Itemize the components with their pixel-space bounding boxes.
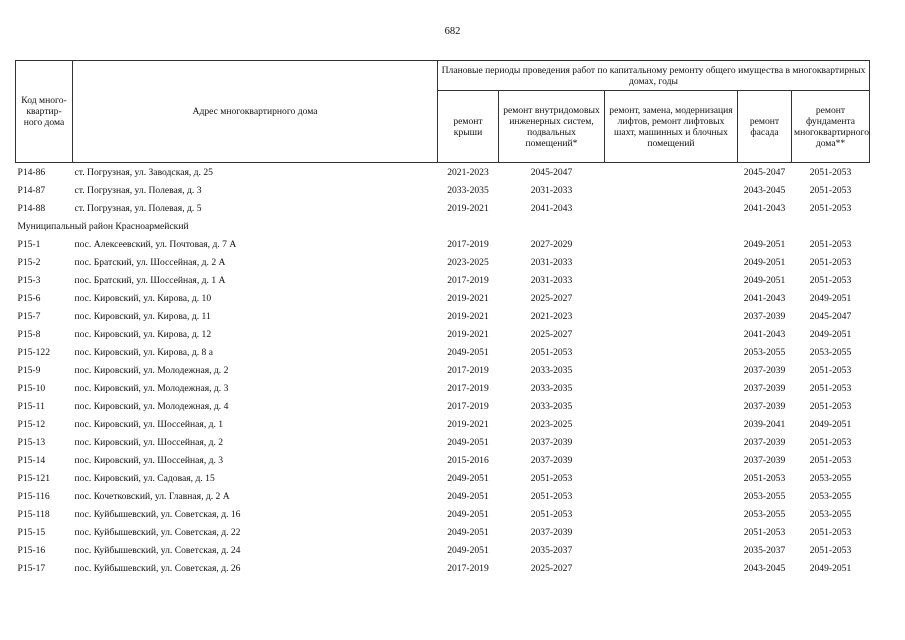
cell-engineering: 2033-2035 bbox=[530, 400, 573, 412]
cell-facade: 2049-2051 bbox=[743, 238, 786, 250]
cell-code: Р14-86 bbox=[16, 163, 73, 182]
table-row bbox=[16, 271, 870, 289]
repair-schedule-table bbox=[15, 60, 870, 577]
cell-facade: 2037-2039 bbox=[743, 454, 786, 466]
cell-code: Р15-15 bbox=[17, 526, 46, 538]
table-row bbox=[16, 199, 870, 217]
cell-elevators bbox=[605, 523, 738, 541]
cell-roof: 2049-2051 bbox=[447, 490, 489, 502]
cell-address: пос. Кочетковский, ул. Главная, д. 2 А bbox=[74, 490, 230, 502]
header-facade: ремонт фасада bbox=[738, 91, 792, 163]
header-code: Код много-квартир-ного дома bbox=[16, 61, 73, 163]
cell-address: пос. Кировский, ул. Кирова, д. 11 bbox=[74, 310, 211, 322]
table-row bbox=[16, 163, 870, 182]
cell-foundation: 2051-2053 bbox=[809, 202, 852, 214]
cell-foundation: 2051-2053 bbox=[809, 400, 852, 412]
cell-foundation: 2051-2053 bbox=[809, 544, 852, 556]
cell-facade: 2053-2055 bbox=[743, 346, 786, 358]
header-address: Адрес многоквартирного дома bbox=[73, 61, 438, 163]
cell-roof: 2017-2019 bbox=[447, 238, 489, 250]
cell-address: пос. Кировский, ул. Молодежная, д. 3 bbox=[74, 382, 229, 394]
cell-address: пос. Кировский, ул. Кирова, д. 10 bbox=[74, 292, 212, 304]
cell-engineering: 2025-2027 bbox=[530, 328, 573, 340]
cell-facade: 2043-2045 bbox=[743, 184, 786, 196]
cell-engineering: 2045-2047 bbox=[499, 163, 605, 182]
cell-code: Р15-13 bbox=[17, 436, 46, 448]
cell-elevators bbox=[605, 235, 738, 253]
cell-elevators bbox=[605, 325, 738, 343]
cell-foundation: 2051-2053 bbox=[809, 256, 852, 268]
cell-address: пос. Кировский, ул. Кирова, д. 8 а bbox=[74, 346, 213, 358]
cell-code: Р15-16 bbox=[17, 544, 46, 556]
cell-engineering: 2033-2035 bbox=[530, 382, 573, 394]
cell-code: Р15-11 bbox=[17, 400, 45, 412]
cell-foundation: 2053-2055 bbox=[809, 472, 852, 484]
cell-facade: 2035-2037 bbox=[743, 544, 786, 556]
table-row bbox=[16, 307, 870, 325]
cell-elevators bbox=[605, 415, 738, 433]
cell-engineering: 2051-2053 bbox=[530, 490, 573, 502]
cell-engineering: 2051-2053 bbox=[530, 472, 573, 484]
cell-engineering: 2037-2039 bbox=[530, 454, 573, 466]
cell-elevators bbox=[605, 289, 738, 307]
cell-foundation: 2053-2055 bbox=[809, 490, 852, 502]
cell-elevators bbox=[605, 487, 738, 505]
cell-facade: 2045-2047 bbox=[738, 163, 792, 182]
cell-engineering: 2037-2039 bbox=[530, 526, 573, 538]
cell-engineering: 2051-2053 bbox=[530, 346, 573, 358]
cell-facade: 2041-2043 bbox=[743, 202, 786, 214]
cell-engineering: 2037-2039 bbox=[530, 436, 573, 448]
cell-facade: 2037-2039 bbox=[743, 364, 786, 376]
cell-roof: 2049-2051 bbox=[447, 436, 489, 448]
table-row bbox=[16, 253, 870, 271]
cell-elevators bbox=[605, 433, 738, 451]
cell-roof: 2049-2051 bbox=[447, 346, 489, 358]
cell-code: Р15-2 bbox=[17, 256, 41, 268]
cell-facade: 2053-2055 bbox=[743, 508, 786, 520]
cell-elevators bbox=[605, 307, 738, 325]
cell-address: пос. Алексеевский, ул. Почтовая, д. 7 А bbox=[74, 238, 237, 250]
table-row bbox=[16, 361, 870, 379]
cell-address: пос. Кировский, ул. Молодежная, д. 4 bbox=[74, 400, 229, 412]
cell-engineering: 2041-2043 bbox=[530, 202, 573, 214]
cell-foundation: 2051-2053 bbox=[809, 274, 852, 286]
cell-code: Р14-88 bbox=[17, 202, 46, 214]
section-row bbox=[16, 217, 870, 235]
cell-address: пос. Куйбышевский, ул. Советская, д. 26 bbox=[74, 562, 241, 574]
table-row bbox=[16, 289, 870, 307]
cell-roof: 2019-2021 bbox=[447, 292, 489, 304]
cell-address: пос. Кировский, ул. Шоссейная, д. 1 bbox=[74, 418, 224, 430]
cell-address: пос. Кировский, ул. Кирова, д. 12 bbox=[74, 328, 212, 340]
cell-roof: 2049-2051 bbox=[447, 544, 489, 556]
cell-address: пос. Кировский, ул. Шоссейная, д. 2 bbox=[74, 436, 224, 448]
cell-elevators bbox=[605, 541, 738, 559]
cell-roof: 2019-2021 bbox=[447, 310, 489, 322]
cell-elevators bbox=[605, 343, 738, 361]
table-row bbox=[16, 415, 870, 433]
cell-elevators bbox=[605, 505, 738, 523]
section-title: Муниципальный район Красноармейский bbox=[17, 220, 189, 232]
cell-foundation: 2049-2051 bbox=[809, 562, 852, 574]
cell-code: Р15-10 bbox=[17, 382, 46, 394]
cell-foundation: 2053-2055 bbox=[809, 508, 852, 520]
cell-code: Р15-17 bbox=[17, 562, 46, 574]
table-row bbox=[16, 451, 870, 469]
cell-code: Р15-118 bbox=[17, 508, 50, 520]
cell-roof: 2017-2019 bbox=[447, 382, 489, 394]
cell-code: Р15-121 bbox=[17, 472, 51, 484]
cell-elevators bbox=[605, 361, 738, 379]
cell-address: пос. Кировский, ул. Садовая, д. 15 bbox=[74, 472, 215, 484]
header-engineering: ремонт внутридомовых инженерных систем, подвальных помещений* bbox=[499, 91, 605, 163]
cell-foundation: 2051-2053 bbox=[809, 436, 852, 448]
table-header bbox=[16, 61, 870, 163]
cell-foundation: 2051-2053 bbox=[809, 238, 852, 250]
header-elevators: ремонт, замена, модернизация лифтов, ремонт лифтовых шахт, машинных и блочных помещений bbox=[605, 91, 738, 163]
cell-elevators bbox=[605, 559, 738, 577]
cell-code: Р15-14 bbox=[17, 454, 46, 466]
cell-elevators bbox=[605, 163, 738, 182]
cell-address: пос. Куйбышевский, ул. Советская, д. 16 bbox=[74, 508, 241, 520]
table-row bbox=[16, 505, 870, 523]
cell-engineering: 2025-2027 bbox=[530, 292, 573, 304]
cell-elevators bbox=[605, 469, 738, 487]
table-row bbox=[16, 469, 870, 487]
cell-roof: 2015-2016 bbox=[447, 454, 489, 466]
cell-foundation: 2051-2053 bbox=[809, 184, 852, 196]
cell-roof: 2049-2051 bbox=[447, 472, 489, 484]
cell-address: ст. Погрузная, ул. Полевая, д. 5 bbox=[74, 202, 202, 214]
cell-engineering: 2031-2033 bbox=[530, 256, 573, 268]
cell-roof: 2021-2023 bbox=[438, 163, 499, 182]
cell-engineering: 2025-2027 bbox=[530, 562, 573, 574]
cell-foundation: 2053-2055 bbox=[809, 346, 852, 358]
table-row bbox=[16, 181, 870, 199]
cell-roof: 2019-2021 bbox=[447, 202, 489, 214]
table-row bbox=[16, 325, 870, 343]
cell-facade: 2051-2053 bbox=[743, 472, 786, 484]
table-row bbox=[16, 541, 870, 559]
cell-foundation: 2049-2051 bbox=[809, 292, 852, 304]
cell-engineering: 2021-2023 bbox=[530, 310, 573, 322]
cell-roof: 2017-2019 bbox=[447, 562, 489, 574]
cell-elevators bbox=[605, 397, 738, 415]
table-row bbox=[16, 379, 870, 397]
cell-facade: 2053-2055 bbox=[743, 490, 786, 502]
cell-code: Р15-6 bbox=[17, 292, 41, 304]
cell-engineering: 2031-2033 bbox=[530, 184, 573, 196]
cell-elevators bbox=[605, 271, 738, 289]
cell-elevators bbox=[605, 181, 738, 199]
cell-facade: 2037-2039 bbox=[743, 400, 786, 412]
cell-engineering: 2035-2037 bbox=[530, 544, 573, 556]
cell-engineering: 2027-2029 bbox=[530, 238, 573, 250]
cell-roof: 2019-2021 bbox=[447, 418, 489, 430]
cell-roof: 2049-2051 bbox=[447, 508, 489, 520]
cell-roof: 2023-2025 bbox=[447, 256, 489, 268]
cell-code: Р15-116 bbox=[17, 490, 50, 502]
cell-facade: 2041-2043 bbox=[743, 292, 786, 304]
cell-code: Р15-8 bbox=[17, 328, 41, 340]
cell-code: Р15-3 bbox=[17, 274, 41, 286]
cell-foundation: 2051-2053 bbox=[792, 163, 870, 182]
cell-code: Р15-12 bbox=[17, 418, 46, 430]
cell-address: пос. Куйбышевский, ул. Советская, д. 22 bbox=[74, 526, 241, 538]
table-row bbox=[16, 397, 870, 415]
cell-facade: 2039-2041 bbox=[743, 418, 786, 430]
cell-facade: 2037-2039 bbox=[743, 382, 786, 394]
cell-address: ст. Погрузная, ул. Полевая, д. 3 bbox=[74, 184, 202, 196]
cell-address: пос. Кировский, ул. Молодежная, д. 2 bbox=[74, 364, 229, 376]
header-periods-group: Плановые периоды проведения работ по капитальному ремонту общего имущества в многоквартирных домах, годы bbox=[438, 61, 870, 91]
cell-engineering: 2031-2033 bbox=[530, 274, 573, 286]
header-roof: ремонт крыши bbox=[438, 91, 499, 163]
cell-code: Р15-122 bbox=[17, 346, 51, 358]
cell-foundation: 2045-2047 bbox=[809, 310, 852, 322]
cell-facade: 2037-2039 bbox=[743, 310, 786, 322]
table-body bbox=[16, 163, 870, 578]
table-row bbox=[16, 523, 870, 541]
header-foundation: ремонт фундамента многоквартирного дома** bbox=[792, 91, 870, 163]
cell-facade: 2051-2053 bbox=[743, 526, 786, 538]
cell-code: Р15-9 bbox=[17, 364, 41, 376]
table-row bbox=[16, 343, 870, 361]
cell-code: Р15-7 bbox=[17, 310, 41, 322]
cell-facade: 2049-2051 bbox=[743, 256, 786, 268]
cell-facade: 2043-2045 bbox=[743, 562, 786, 574]
cell-foundation: 2051-2053 bbox=[809, 526, 852, 538]
cell-address: пос. Братский, ул. Шоссейная, д. 2 А bbox=[74, 256, 226, 268]
cell-facade: 2037-2039 bbox=[743, 436, 786, 448]
cell-roof: 2019-2021 bbox=[447, 328, 489, 340]
table-row bbox=[16, 235, 870, 253]
cell-facade: 2041-2043 bbox=[743, 328, 786, 340]
cell-roof: 2033-2035 bbox=[447, 184, 489, 196]
cell-code: Р15-1 bbox=[17, 238, 41, 250]
cell-engineering: 2023-2025 bbox=[530, 418, 573, 430]
table-row bbox=[16, 487, 870, 505]
cell-roof: 2017-2019 bbox=[447, 364, 489, 376]
cell-foundation: 2049-2051 bbox=[809, 328, 852, 340]
table-row bbox=[16, 433, 870, 451]
cell-roof: 2049-2051 bbox=[447, 526, 489, 538]
cell-roof: 2017-2019 bbox=[447, 274, 489, 286]
cell-engineering: 2051-2053 bbox=[530, 508, 573, 520]
cell-roof: 2017-2019 bbox=[447, 400, 489, 412]
page-number: 682 bbox=[444, 26, 461, 37]
cell-elevators bbox=[605, 199, 738, 217]
table-row bbox=[16, 559, 870, 577]
cell-address: ст. Погрузная, ул. Заводская, д. 25 bbox=[73, 163, 438, 182]
cell-engineering: 2033-2035 bbox=[530, 364, 573, 376]
cell-address: пос. Братский, ул. Шоссейная, д. 1 А bbox=[74, 274, 226, 286]
cell-address: пос. Кировский, ул. Шоссейная, д. 3 bbox=[74, 454, 224, 466]
cell-foundation: 2051-2053 bbox=[809, 382, 852, 394]
cell-foundation: 2051-2053 bbox=[809, 364, 852, 376]
cell-address: пос. Куйбышевский, ул. Советская, д. 24 bbox=[74, 544, 241, 556]
cell-elevators bbox=[605, 253, 738, 271]
cell-foundation: 2051-2053 bbox=[809, 454, 852, 466]
cell-foundation: 2049-2051 bbox=[809, 418, 852, 430]
cell-elevators bbox=[605, 379, 738, 397]
cell-facade: 2049-2051 bbox=[743, 274, 786, 286]
cell-elevators bbox=[605, 451, 738, 469]
cell-code: Р14-87 bbox=[17, 184, 46, 196]
